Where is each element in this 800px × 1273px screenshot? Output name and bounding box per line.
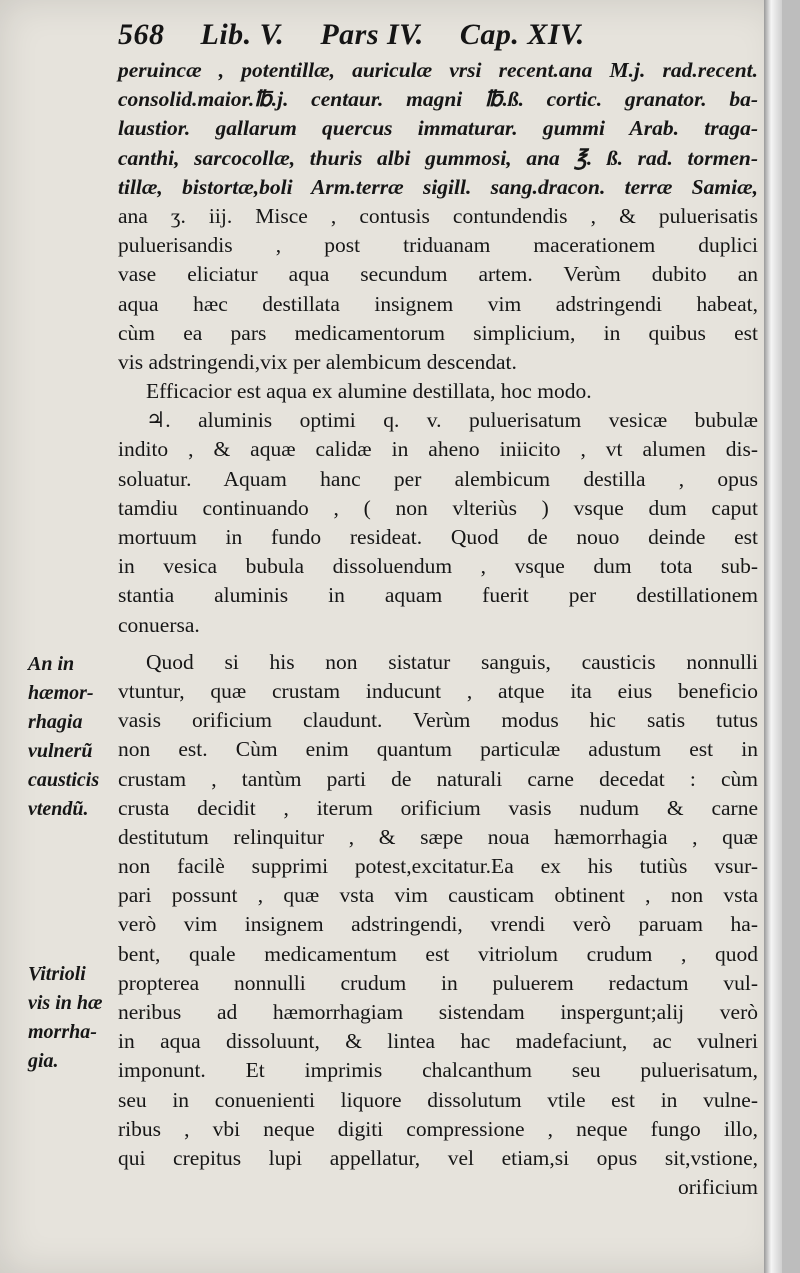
text-line: propterea nonnulli crudum in puluerem redactum vul- <box>118 970 758 995</box>
text-line: tillæ, bistortæ,boli Arm.terræ sigill. sang.dracon. terræ Samiæ, <box>118 174 758 199</box>
text-line: vase eliciatur aqua secundum artem. Verùm dubito an <box>118 262 758 287</box>
margin-note-line: vulnerũ <box>28 740 93 762</box>
text-line: aqua hæc destillata insignem vim adstringendi habeat, <box>118 291 758 316</box>
margin-note-line: vtendũ. <box>28 798 89 820</box>
chapter-label: Cap. XIV. <box>459 18 585 51</box>
text-line: non est. Cùm enim quantum particulæ adustum est in <box>118 737 758 762</box>
margin-note-line: causticis <box>28 769 100 791</box>
text-line: destitutum relinquitur , & sæpe noua hæmorrhagia , quæ <box>118 824 758 849</box>
text-line: Quod si his non sistatur sanguis, causticis nonnulli <box>146 649 758 674</box>
text-line: verò vim insignem adstringendi, vrendi verò paruam ha- <box>118 912 758 937</box>
text-line: laustior. gallarum quercus immaturar. gummi Arab. traga- <box>118 116 758 141</box>
text-line: pari possunt , quæ vsta vim causticam obtinent , non vsta <box>118 883 758 908</box>
text-line: in aqua dissoluunt, & lintea hac madefaciunt, ac vulneri <box>118 1029 758 1054</box>
page-number: 568 <box>118 18 165 51</box>
catchword: orificium <box>677 1175 758 1200</box>
text-line: Efficacior est aqua ex alumine destillata, hoc modo. <box>146 379 592 404</box>
text-line: ana ʒ. iij. Misce , contusis contundendis , & puluerisatis <box>118 203 758 228</box>
running-head <box>118 18 638 52</box>
text-line: tamdiu continuando , ( non vlteriùs ) vsque dum caput <box>118 495 758 520</box>
page-edge <box>764 0 782 1273</box>
text-line: ribus , vbi neque digiti compressione , neque fungo illo, <box>118 1116 758 1141</box>
text-line: puluerisandis , post triduanam macerationem duplici <box>118 233 758 258</box>
part-label: Pars IV. <box>320 18 424 51</box>
text-line: imponunt. Et imprimis chalcanthum seu puluerisatum, <box>118 1058 758 1083</box>
text-line: consolid.maior.℔.j. centaur. magni ℔.ß. cortic. granator. ba- <box>118 87 758 112</box>
margin-note-line: gia. <box>28 1050 59 1072</box>
margin-note-line: morrha- <box>28 1021 97 1043</box>
margin-note-line: rhagia <box>28 711 83 733</box>
book-label: Lib. V. <box>200 18 285 51</box>
margin-note-vitriol <box>28 960 120 1076</box>
text-line: vis adstringendi,vix per alembicum descendat. <box>118 349 517 374</box>
text-line: in vesica bubula dissoluendum , vsque dum tota sub- <box>118 554 758 579</box>
text-line: conuersa. <box>118 612 200 637</box>
body-text <box>118 56 758 1202</box>
text-line: indito , & aquæ calidæ in aheno iniicito , vt alumen dis- <box>118 437 758 462</box>
text-line: neribus ad hæmorrhagiam sistendam inspergunt;alij verò <box>118 1000 758 1024</box>
text-line: ♃. aluminis optimi q. v. puluerisatum vesicæ bubulæ <box>146 408 758 433</box>
text-line: non facilè supprimi potest,excitatur.Ea ex his tutiùs vsur- <box>118 854 758 879</box>
margin-note-line: hæmor- <box>28 682 94 704</box>
text-line: peruincæ , potentillæ, auriculæ vrsi recent.ana M.j. rad.recent. <box>118 58 758 82</box>
margin-note-line: An in <box>28 653 75 675</box>
text-line: crusta decidit , iterum orificium vasis nudum & carne <box>118 795 758 820</box>
text-line: bent, quale medicamentum est vitriolum crudum , quod <box>118 941 758 966</box>
margin-note-line: Vitrioli <box>28 963 86 985</box>
margin-note-haemorrhagia-caustics <box>28 650 120 824</box>
text-line: qui crepitus lupi appellatur, vel etiam,si opus sit,vstione, <box>118 1145 758 1170</box>
text-line: vasis orificium claudunt. Verùm modus hic satis tutus <box>118 708 758 733</box>
text-line: crustam , tantùm parti de naturali carne decedat : cùm <box>118 766 758 791</box>
text-line: soluatur. Aquam hanc per alembicum destilla , opus <box>118 466 758 491</box>
text-line: stantia aluminis in aquam fuerit per destillationem <box>118 583 758 608</box>
text-line: mortuum in fundo resideat. Quod de nouo deinde est <box>118 525 758 549</box>
paragraph-spacer <box>118 640 758 648</box>
text-line: cùm ea pars medicamentorum simplicium, in quibus est <box>118 320 758 345</box>
margin-note-line: vis in hæ <box>28 992 103 1014</box>
text-line: vtuntur, quæ crustam inducunt , atque ita eius beneficio <box>118 678 758 703</box>
text-line: seu in conuenienti liquore dissolutum vtile est in vulne- <box>118 1087 758 1112</box>
text-line: canthi, sarcocollæ, thuris albi gummosi, ana ℥. ß. rad. tormen- <box>118 145 758 170</box>
